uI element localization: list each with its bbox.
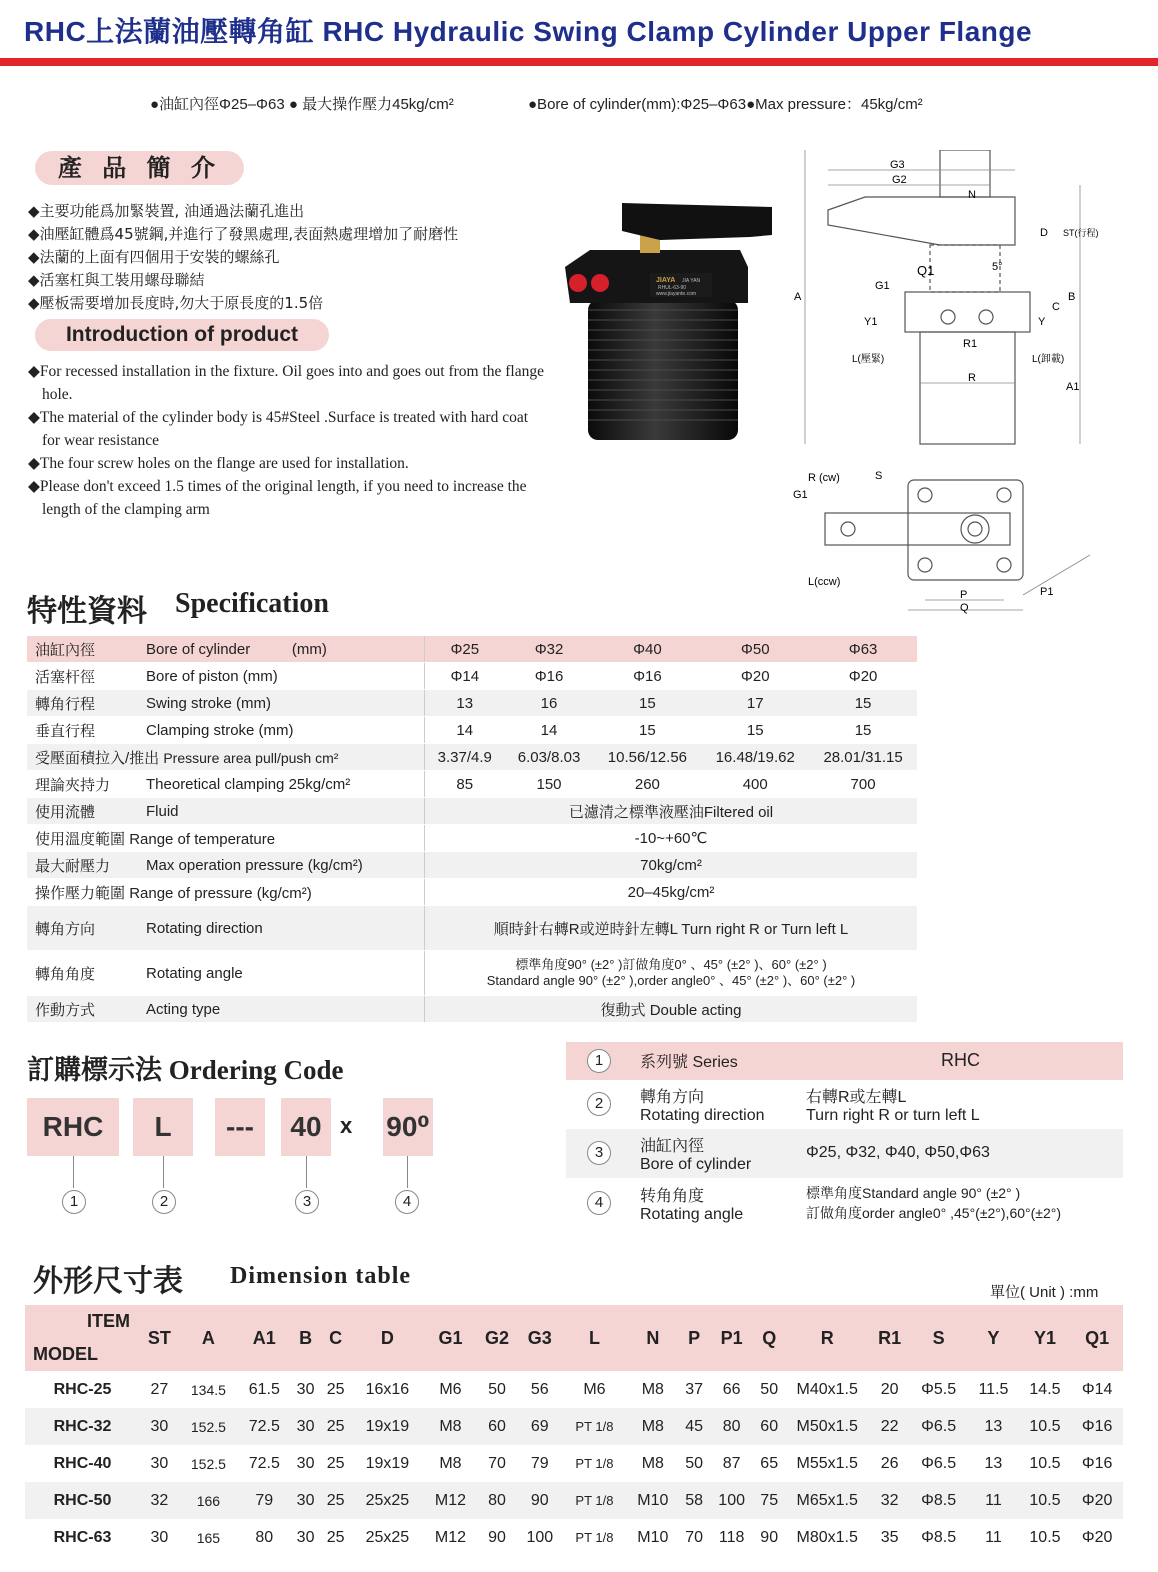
dim-cell: 70 (679, 1519, 709, 1556)
dim-cell: 25x25 (351, 1482, 425, 1519)
dimension-heading-en: Dimension table (230, 1263, 412, 1289)
intro-list-en (28, 360, 548, 521)
dim-cell: 35 (870, 1519, 909, 1556)
dim-cell: Φ20 (1071, 1482, 1123, 1519)
column-header: Q (754, 1305, 784, 1371)
spec-label-zh: 轉角方向 (27, 906, 138, 951)
ordering-heading: 訂購標示法 Ordering Code (27, 1055, 344, 1085)
dim-label-a: A (794, 291, 802, 303)
dim-cell: 69 (517, 1408, 562, 1445)
spec-label-en: Rotating angle (138, 951, 425, 996)
column-header: A1 (238, 1305, 291, 1371)
dim-cell: 10.5 (1019, 1482, 1072, 1519)
top-label-lccw: L(ccw) (808, 576, 841, 588)
ordering-row (566, 1080, 1123, 1128)
dimension-table (25, 1305, 1123, 1556)
spec-label-en: Max operation pressure (kg/cm²) (138, 852, 425, 879)
column-header: N (627, 1305, 680, 1371)
dim-cell: M10 (627, 1519, 680, 1556)
dim-cell: Φ6.5 (909, 1408, 968, 1445)
product-brand: JIAYA (656, 277, 676, 284)
ordering-label: 系列號 Series (632, 1042, 798, 1080)
dim-cell: 19x19 (351, 1445, 425, 1482)
spec-row (27, 690, 917, 717)
dim-cell: M65x1.5 (784, 1482, 870, 1519)
dimension-row (25, 1408, 1123, 1445)
spec-cell: 14 (505, 717, 594, 744)
model-cell: RHC-32 (25, 1408, 140, 1445)
dim-cell: 22 (870, 1408, 909, 1445)
spec-label-en: Theoretical clamping 25kg/cm² (138, 771, 425, 798)
ordering-row (566, 1128, 1123, 1178)
ordering-row (566, 1042, 1123, 1080)
intro-list-zh (28, 200, 458, 315)
dim-cell: 26 (870, 1445, 909, 1482)
spec-label-zh: 垂直行程 (27, 717, 138, 744)
dim-cell: 118 (709, 1519, 754, 1556)
ordering-num-cell: 4 (566, 1178, 632, 1228)
model-label: MODEL (33, 1344, 98, 1364)
code-times: x (340, 1113, 353, 1138)
ordering-label: 油缸內徑 Bore of cylinder (632, 1128, 798, 1178)
top-label-p: P (960, 589, 968, 601)
spec-row (27, 663, 917, 690)
dim-cell: PT 1/8 (562, 1445, 626, 1482)
spec-cell: -10~+60℃ (425, 825, 918, 852)
dimension-row (25, 1371, 1123, 1408)
dim-cell: 25 (321, 1371, 351, 1408)
spec-cell: Φ20 (701, 663, 809, 690)
dim-cell: 10.5 (1019, 1445, 1072, 1482)
dim-cell: 30 (140, 1408, 179, 1445)
ordering-num-cell: 3 (566, 1128, 632, 1178)
spec-cell: 已濾清之標準液壓油Filtered oil (425, 798, 918, 825)
spec-label-zh: 轉角角度 (27, 951, 138, 996)
spec-row (27, 951, 917, 996)
dim-cell: M80x1.5 (784, 1519, 870, 1556)
spec-label-en: Swing stroke (mm) (138, 690, 425, 717)
top-label-s: S (875, 470, 883, 482)
dimension-row (25, 1519, 1123, 1556)
dim-cell: 90 (754, 1519, 784, 1556)
intro-item-zh: ◆壓板需要增加長度時,勿大于原長度的1.5倍 (28, 294, 324, 312)
ordering-label: 轉角方向 Rotating direction (632, 1080, 798, 1128)
spec-cell: Φ16 (593, 663, 701, 690)
model-cell: RHC-40 (25, 1445, 140, 1482)
dim-cell: 72.5 (238, 1408, 291, 1445)
dim-cell: M6 (424, 1371, 477, 1408)
dim-cell: 56 (517, 1371, 562, 1408)
code-leader (407, 1156, 408, 1188)
spec-cell: 28.01/31.15 (809, 744, 917, 771)
side-view-drawing (780, 150, 1100, 450)
dim-label-c: C (1052, 301, 1060, 313)
dim-label-d: D (1040, 227, 1048, 239)
bullet-zh: ●油缸內徑Φ25–Φ63 ● 最大操作壓力45kg/cm² (150, 96, 454, 113)
top-label-g1: G1 (793, 489, 808, 501)
dim-cell: M12 (424, 1482, 477, 1519)
spec-row (27, 798, 917, 825)
ordering-label: 转角角度 Rotating angle (632, 1178, 798, 1228)
column-header: G2 (477, 1305, 518, 1371)
dim-cell: 30 (140, 1519, 179, 1556)
spec-cell: 150 (505, 771, 594, 798)
spec-label-zh: 轉角行程 (27, 690, 138, 717)
column-header: R1 (870, 1305, 909, 1371)
spec-cell: Φ20 (809, 663, 917, 690)
dim-cell: 60 (754, 1408, 784, 1445)
code-index: 3 (295, 1190, 319, 1214)
spec-label-zh: 活塞杆徑 (27, 663, 138, 690)
dim-label-y1: Y1 (864, 316, 878, 328)
dim-cell: 50 (477, 1371, 518, 1408)
dim-cell: 165 (179, 1519, 238, 1556)
dim-label-l-release: L(卸載) (1032, 354, 1065, 365)
dim-label-b: B (1068, 291, 1076, 303)
spec-cell: 3.37/4.9 (425, 744, 505, 771)
spec-cell: Φ63 (809, 636, 917, 663)
spec-label-en: 使用溫度範圍 Range of temperature (27, 825, 425, 852)
dim-label-angle: 5° (992, 261, 1003, 273)
code-box-separator: --- (215, 1098, 265, 1156)
dimension-unit: 單位( Unit ) :mm (990, 1284, 1099, 1301)
spec-cell: 20–45kg/cm² (425, 879, 918, 906)
dim-cell: 66 (709, 1371, 754, 1408)
dim-cell: 60 (477, 1408, 518, 1445)
dim-label-a1: A1 (1066, 381, 1080, 393)
spec-cell: 70kg/cm² (425, 852, 918, 879)
spec-label-en: 操作壓力範圍 Range of pressure (kg/cm²) (27, 879, 425, 906)
spec-row (27, 825, 917, 852)
dim-label-g3: G3 (890, 159, 905, 171)
spec-cell: 14 (425, 717, 505, 744)
dim-cell: M8 (627, 1408, 680, 1445)
product-maker: JIA YAN (682, 278, 701, 284)
spec-label-zh: 作動方式 (27, 996, 138, 1023)
spec-cell: Φ16 (505, 663, 594, 690)
code-box-bore: 40 (281, 1098, 331, 1156)
dim-cell: M40x1.5 (784, 1371, 870, 1408)
dim-cell: 32 (870, 1482, 909, 1519)
dim-cell: 14.5 (1019, 1371, 1072, 1408)
spec-cell: 400 (701, 771, 809, 798)
spec-cell: Φ40 (593, 636, 701, 663)
top-view-drawing (790, 465, 1090, 655)
column-header: R (784, 1305, 870, 1371)
spec-label-zh: 最大耐壓力 (27, 852, 138, 879)
dim-cell: 100 (709, 1482, 754, 1519)
dim-cell: 90 (517, 1482, 562, 1519)
spec-cell: 15 (809, 690, 917, 717)
spec-cell: 17 (701, 690, 809, 717)
intro-item-en: ◆Please don't exceed 1.5 times of the original length, if you need to increase the length of the clamping arm (28, 478, 527, 518)
intro-item-zh: ◆主要功能爲加緊裝置, 油通過法蘭孔進出 (28, 202, 305, 220)
product-model: RHUL-63-90 (658, 285, 687, 291)
column-header: Y (968, 1305, 1019, 1371)
dim-cell: 50 (754, 1371, 784, 1408)
code-index: 1 (62, 1190, 86, 1214)
dim-cell: 79 (238, 1482, 291, 1519)
spec-row (27, 744, 917, 771)
dim-cell: 13 (968, 1445, 1019, 1482)
dim-cell: 75 (754, 1482, 784, 1519)
dim-cell: 79 (517, 1445, 562, 1482)
intro-item-en: ◆The material of the cylinder body is 45#Steel .Surface is treated with hard coat for wear resistance (28, 409, 529, 449)
dim-cell: M8 (627, 1371, 680, 1408)
dim-cell: 134.5 (179, 1371, 238, 1408)
column-header: B (291, 1305, 321, 1371)
dim-cell: 45 (679, 1408, 709, 1445)
dim-cell: M10 (627, 1482, 680, 1519)
dim-cell: 30 (291, 1445, 321, 1482)
spec-row (27, 879, 917, 906)
dim-label-g2: G2 (892, 174, 907, 186)
spec-row (27, 717, 917, 744)
spec-cell: Φ32 (505, 636, 594, 663)
column-header: Q1 (1071, 1305, 1123, 1371)
dim-cell: 152.5 (179, 1445, 238, 1482)
dim-cell: PT 1/8 (562, 1519, 626, 1556)
ordering-value: 右轉R或左轉L Turn right R or turn left L (798, 1080, 1123, 1128)
spec-header-row (27, 636, 917, 663)
spec-cell: 260 (593, 771, 701, 798)
spec-label-en: Bore of piston (mm) (138, 663, 425, 690)
spec-cell: Φ25 (425, 636, 505, 663)
intro-item-zh: ◆活塞杠與工裝用螺母聯結 (28, 271, 205, 289)
ordering-row (566, 1178, 1123, 1228)
spec-cell: 15 (701, 717, 809, 744)
spec-label-en: 受壓面積拉入/推出 Pressure area pull/push cm² (27, 744, 425, 771)
dim-cell: Φ16 (1071, 1408, 1123, 1445)
dim-label-q1: Q1 (917, 263, 935, 278)
intro-item-en: ◆For recessed installation in the fixture. Oil goes into and goes out from the flange hole. (28, 363, 544, 403)
spec-cell: 復動式 Double acting (425, 996, 918, 1023)
spec-row (27, 852, 917, 879)
dim-label-st: ST(行程) (1063, 228, 1099, 238)
spec-cell: 10.56/12.56 (593, 744, 701, 771)
top-label-p1: P1 (1040, 586, 1054, 598)
dim-cell: 25x25 (351, 1519, 425, 1556)
ordering-num-cell: 2 (566, 1080, 632, 1128)
product-photo (560, 195, 775, 450)
dim-cell: Φ8.5 (909, 1482, 968, 1519)
dim-cell: M50x1.5 (784, 1408, 870, 1445)
spec-cell: 6.03/8.03 (505, 744, 594, 771)
dim-cell: 19x19 (351, 1408, 425, 1445)
dim-cell: M8 (424, 1408, 477, 1445)
spec-label-en: Clamping stroke (mm) (138, 717, 425, 744)
column-header: ST (140, 1305, 179, 1371)
spec-cell: 15 (593, 690, 701, 717)
dim-cell: 80 (477, 1482, 518, 1519)
ordering-value: Φ25, Φ32, Φ40, Φ50,Φ63 (798, 1128, 1123, 1178)
dimension-row (25, 1482, 1123, 1519)
dim-cell: 11.5 (968, 1371, 1019, 1408)
spec-table (27, 636, 917, 1023)
spec-cell: 13 (425, 690, 505, 717)
ordering-table (566, 1042, 1123, 1229)
dim-cell: 166 (179, 1482, 238, 1519)
dim-cell: 20 (870, 1371, 909, 1408)
spec-cell: 85 (425, 771, 505, 798)
spec-cell: 順時針右轉R或逆時針左轉L Turn right R or Turn left L (425, 906, 918, 951)
dim-label-n: N (968, 189, 976, 201)
intro-heading-en: Introduction of product (35, 319, 329, 351)
dim-label-y: Y (1038, 316, 1046, 328)
dim-label-l-clamp: L(壓緊) (852, 354, 885, 365)
dim-cell: 10.5 (1019, 1408, 1072, 1445)
dim-cell: M6 (562, 1371, 626, 1408)
code-box-angle: 90⁰ (383, 1098, 433, 1156)
header-divider (0, 58, 1158, 66)
dim-cell: 30 (291, 1408, 321, 1445)
dim-cell: PT 1/8 (562, 1482, 626, 1519)
dim-cell: 65 (754, 1445, 784, 1482)
product-site: www.jiayante.com (656, 291, 697, 297)
page-title: RHC上法蘭油壓轉角缸 RHC Hydraulic Swing Clamp Cylinder Upper Flange (24, 16, 1033, 47)
dim-cell: 16x16 (351, 1371, 425, 1408)
dim-cell: 30 (291, 1482, 321, 1519)
spec-label-zh: 理論夾持力 (27, 771, 138, 798)
ordering-num-cell: 1 (566, 1042, 632, 1080)
dim-cell: 58 (679, 1482, 709, 1519)
dim-cell: Φ8.5 (909, 1519, 968, 1556)
model-cell: RHC-50 (25, 1482, 140, 1519)
spec-cell: 15 (809, 717, 917, 744)
dim-cell: 32 (140, 1482, 179, 1519)
dim-cell: M12 (424, 1519, 477, 1556)
dim-cell: 25 (321, 1519, 351, 1556)
code-index: 2 (152, 1190, 176, 1214)
code-box-series: RHC (27, 1098, 119, 1156)
dim-cell: 11 (968, 1519, 1019, 1556)
column-header: P (679, 1305, 709, 1371)
dim-cell: 25 (321, 1445, 351, 1482)
dim-cell: 100 (517, 1519, 562, 1556)
spec-cell: 16 (505, 690, 594, 717)
dim-cell: M55x1.5 (784, 1445, 870, 1482)
code-leader (306, 1156, 307, 1188)
code-leader (73, 1156, 74, 1188)
dim-cell: 90 (477, 1519, 518, 1556)
dim-label-r1: R1 (963, 338, 978, 350)
spec-label-en: Rotating direction (138, 906, 425, 951)
dim-cell: 13 (968, 1408, 1019, 1445)
dim-cell: 37 (679, 1371, 709, 1408)
intro-item-zh: ◆法蘭的上面有四個用于安裝的螺絲孔 (28, 248, 280, 266)
spec-cell: 15 (593, 717, 701, 744)
spec-cell: 700 (809, 771, 917, 798)
dim-cell: 30 (291, 1371, 321, 1408)
dimension-header-row (25, 1305, 1123, 1371)
dim-cell: 61.5 (238, 1371, 291, 1408)
spec-cell: 16.48/19.62 (701, 744, 809, 771)
bullet-en: ●Bore of cylinder(mm):Φ25–Φ63●Max pressure：45kg/cm² (528, 96, 923, 113)
dim-cell: Φ16 (1071, 1445, 1123, 1482)
dim-label-r: R (968, 372, 976, 384)
dim-cell: Φ14 (1071, 1371, 1123, 1408)
dimension-row (25, 1445, 1123, 1482)
code-box-direction: L (133, 1098, 193, 1156)
dim-cell: 25 (321, 1408, 351, 1445)
spec-label-en: Bore of cylinder (mm) (138, 636, 425, 663)
item-label: ITEM (87, 1311, 130, 1331)
dim-cell: 30 (291, 1519, 321, 1556)
column-header: A (179, 1305, 238, 1371)
intro-item-zh: ◆油壓缸體爲45號鋼,并進行了發黑處理,表面熱處理增加了耐磨性 (28, 225, 459, 243)
spec-cell: Φ50 (701, 636, 809, 663)
column-header: Y1 (1019, 1305, 1072, 1371)
spec-row (27, 771, 917, 798)
dim-cell: PT 1/8 (562, 1408, 626, 1445)
model-cell: RHC-25 (25, 1371, 140, 1408)
column-header: D (351, 1305, 425, 1371)
model-cell: RHC-63 (25, 1519, 140, 1556)
ordering-value: 標準角度Standard angle 90° (±2° ) 訂做角度order angle0° ,45°(±2°),60°(±2°) (798, 1178, 1123, 1228)
top-label-q: Q (960, 602, 969, 614)
dim-cell: 50 (679, 1445, 709, 1482)
item-model-cell (25, 1305, 140, 1371)
column-header: G1 (424, 1305, 477, 1371)
dim-cell: 11 (968, 1482, 1019, 1519)
code-index: 4 (395, 1190, 419, 1214)
dim-cell: M8 (424, 1445, 477, 1482)
dim-cell: Φ6.5 (909, 1445, 968, 1482)
intro-heading-zh: 產 品 簡 介 (35, 151, 244, 185)
spec-label-zh: 使用流體 (27, 798, 138, 825)
dim-cell: 80 (709, 1408, 754, 1445)
dim-cell: 10.5 (1019, 1519, 1072, 1556)
dim-cell: 30 (140, 1445, 179, 1482)
dim-cell: 152.5 (179, 1408, 238, 1445)
spec-row (27, 906, 917, 951)
intro-item-en: ◆The four screw holes on the flange are used for installation. (28, 455, 409, 472)
dim-label-g1: G1 (875, 280, 890, 292)
spec-heading-en: Specification (175, 588, 329, 619)
dim-cell: Φ5.5 (909, 1371, 968, 1408)
dimension-heading-zh: 外形尺寸表 (33, 1265, 183, 1298)
spec-label-zh: 油缸內徑 (27, 636, 138, 663)
spec-label-en: Fluid (138, 798, 425, 825)
spec-heading-zh: 特性資料 (27, 595, 147, 628)
spec-cell: 標準角度90° (±2° )訂做角度0° 、45° (±2° )、60° (±2° ) Standard angle 90° (±2° ),order angle0° 、45° (±2° )、60° (±2° ) (425, 951, 918, 996)
code-leader (163, 1156, 164, 1188)
dim-cell: M8 (627, 1445, 680, 1482)
dim-cell: 80 (238, 1519, 291, 1556)
dim-cell: Φ20 (1071, 1519, 1123, 1556)
top-label-rcw: R (cw) (808, 472, 840, 484)
dim-cell: 27 (140, 1371, 179, 1408)
column-header: C (321, 1305, 351, 1371)
column-header: L (562, 1305, 626, 1371)
column-header: S (909, 1305, 968, 1371)
dim-cell: 70 (477, 1445, 518, 1482)
spec-row (27, 996, 917, 1023)
spec-label-en: Acting type (138, 996, 425, 1023)
column-header: G3 (517, 1305, 562, 1371)
ordering-value: RHC (798, 1042, 1123, 1080)
dim-cell: 25 (321, 1482, 351, 1519)
spec-cell: Φ14 (425, 663, 505, 690)
dim-cell: 72.5 (238, 1445, 291, 1482)
dim-cell: 87 (709, 1445, 754, 1482)
column-header: P1 (709, 1305, 754, 1371)
